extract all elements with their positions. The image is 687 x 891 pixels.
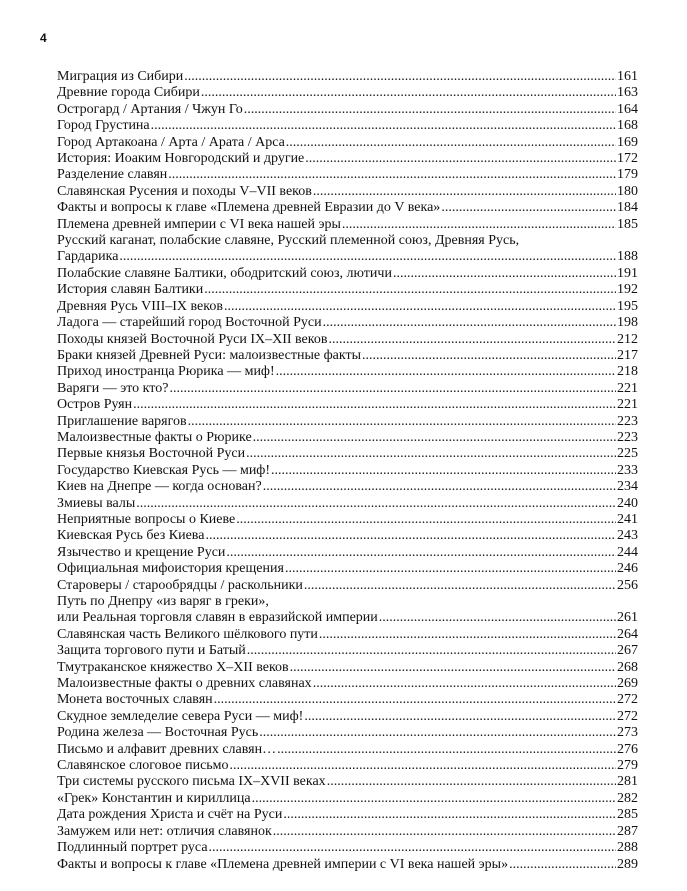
toc-entry[interactable] (57, 660, 638, 676)
toc-entry-page: 282 (617, 790, 638, 806)
toc-entry-title: Походы князей Восточной Руси IX–XII веков (57, 331, 328, 347)
toc-entry-title: Родина железа — Восточная Русь (57, 725, 259, 741)
toc-entry-title: Змиевы валы (57, 495, 136, 511)
toc-dot-leader (285, 561, 616, 577)
toc-dot-leader (283, 807, 616, 823)
toc-dot-leader (236, 512, 616, 528)
toc-entry[interactable] (57, 102, 638, 118)
toc-entry[interactable] (57, 135, 638, 151)
toc-entry[interactable] (57, 643, 638, 659)
toc-dot-leader (277, 742, 616, 758)
toc-entry[interactable] (57, 151, 638, 167)
toc-entry-title: Остров Руян (57, 397, 133, 413)
toc-entry-page: 225 (617, 446, 638, 462)
toc-entry-title: Славянская Русения и походы V–VII веков (57, 183, 312, 199)
toc-entry-page: 246 (617, 561, 638, 577)
toc-entry-page: 180 (617, 183, 638, 199)
toc-entry-title: Миграция из Сибири (57, 69, 184, 84)
toc-entry[interactable] (57, 528, 638, 544)
toc-entry-page: 233 (617, 462, 638, 478)
toc-entry[interactable] (57, 332, 638, 348)
toc-entry-page: 287 (617, 823, 638, 839)
page-number: 4 (40, 31, 47, 45)
toc-entry-page: 234 (617, 479, 638, 495)
toc-dot-leader (313, 184, 616, 200)
toc-entry-page: 221 (617, 397, 638, 413)
toc-entry-page: 184 (617, 200, 638, 216)
toc-entry[interactable] (57, 627, 638, 643)
toc-entry-title: Киевская Русь без Киева (57, 528, 205, 544)
toc-entry[interactable] (57, 692, 638, 708)
toc-entry-title: Язычество и крещение Руси (57, 544, 226, 560)
toc-dot-leader (133, 397, 616, 413)
toc-dot-leader (273, 824, 616, 840)
toc-dot-leader (327, 774, 616, 790)
toc-entry-page: 272 (617, 708, 638, 724)
toc-entry-title: Скудное земледелие севера Руси — миф! (57, 708, 304, 724)
toc-dot-leader (214, 692, 616, 708)
toc-entry[interactable] (57, 676, 638, 692)
toc-entry[interactable] (57, 807, 638, 823)
toc-entry-page: 244 (617, 544, 638, 560)
toc-entry[interactable] (57, 364, 638, 380)
toc-entry-title: Факты и вопросы к главе «Племена древней империи с VI века нашей эры» (57, 856, 509, 872)
toc-entry[interactable] (57, 610, 638, 626)
toc-dot-leader (304, 709, 616, 725)
toc-entry-title: Варяги — это кто? (57, 380, 169, 396)
toc-entry[interactable] (57, 397, 638, 413)
toc-entry[interactable] (57, 742, 638, 758)
toc-entry-page: 264 (617, 626, 638, 642)
toc-entry-title: Монета восточных славян (57, 692, 213, 708)
toc-entry-page: 221 (617, 380, 638, 396)
toc-dot-leader (393, 266, 616, 282)
toc-entry-title: или Реальная торговля славян в евразийской империи (57, 610, 378, 626)
toc-entry-page: 172 (617, 151, 638, 167)
toc-entry-title: Полабские славяне Балтики, ободритский союз, лютичи (57, 265, 392, 281)
toc-dot-leader (276, 364, 616, 380)
toc-entry-title: Три системы русского письма IX–XVII веках (57, 774, 326, 790)
toc-entry[interactable] (57, 561, 638, 577)
toc-entry[interactable] (57, 709, 638, 725)
toc-dot-leader (259, 725, 616, 741)
toc-entry-page: 223 (617, 413, 638, 429)
toc-entry[interactable] (57, 217, 638, 233)
toc-entry[interactable] (57, 774, 638, 790)
toc-entry[interactable] (57, 85, 638, 101)
toc-dot-leader (328, 332, 616, 348)
toc-entry-page: 241 (617, 511, 638, 527)
toc-entry[interactable] (57, 791, 638, 807)
toc-entry-title: Русский каганат, полабские славяне, Русский племенной союз, Древняя Русь, (57, 233, 520, 249)
toc-entry-page: 285 (617, 807, 638, 823)
toc-dot-leader (290, 660, 616, 676)
toc-entry[interactable] (57, 299, 638, 315)
toc-dot-leader (136, 496, 616, 512)
toc-dot-leader (244, 102, 616, 118)
toc-entry-title: Неприятные вопросы о Киеве (57, 511, 236, 527)
toc-entry[interactable] (57, 167, 638, 183)
toc-dot-leader (441, 200, 616, 216)
toc-entry-page: 261 (617, 610, 638, 626)
toc-entry-page: 243 (617, 528, 638, 544)
toc-dot-leader (204, 282, 616, 298)
toc-entry[interactable] (57, 184, 638, 200)
toc-entry-page: 195 (617, 298, 638, 314)
toc-entry-title: Разделение славян (57, 167, 168, 183)
toc-entry-page: 161 (617, 69, 638, 84)
toc-entry-page: 288 (617, 840, 638, 856)
toc-entry-page: 163 (617, 85, 638, 101)
toc-entry-title: Малоизвестные факты о Рюрике (57, 429, 252, 445)
toc-entry-page: 198 (617, 315, 638, 331)
toc-entry[interactable] (57, 758, 638, 774)
toc-entry-title: Славянская часть Великого шёлкового пути (57, 626, 318, 642)
toc-entry-title: Ладога — старейший город Восточной Руси (57, 315, 322, 331)
toc-entry-page: 256 (617, 577, 638, 593)
toc-dot-leader (509, 857, 616, 873)
toc-entry[interactable] (57, 414, 638, 430)
toc-entry-title: Малоизвестные факты о древних славянах (57, 676, 312, 692)
toc-dot-leader (169, 381, 616, 397)
toc-entry[interactable] (57, 545, 638, 561)
toc-entry-page: 268 (617, 659, 638, 675)
toc-entry-title: Приход иностранца Рюрика — миф! (57, 364, 275, 380)
toc-entry-title: Древние города Сибири (57, 85, 200, 101)
toc-entry-title: Письмо и алфавит древних славян… (57, 741, 277, 757)
toc-entry-title: Приглашение варягов (57, 413, 187, 429)
toc-dot-leader (253, 430, 616, 446)
toc-dot-leader (247, 643, 616, 659)
toc-entry-page: 281 (617, 774, 638, 790)
toc-entry-page: 179 (617, 167, 638, 183)
toc-entry[interactable] (57, 479, 638, 495)
toc-dot-leader (379, 610, 616, 626)
toc-dot-leader (226, 545, 616, 561)
toc-entry[interactable] (57, 118, 638, 134)
toc-dot-leader (313, 676, 616, 692)
toc-entry[interactable] (57, 282, 638, 298)
toc-entry-page: 191 (617, 265, 638, 281)
toc-entry-title: Официальная мифоистория крещения (57, 561, 284, 577)
toc-entry-title: История славян Балтики (57, 282, 204, 298)
toc-entry[interactable] (57, 200, 638, 216)
toc-entry[interactable] (57, 578, 638, 594)
toc-entry-page: 218 (617, 364, 638, 380)
toc-entry-title: Замужем или нет: отличия славянок (57, 823, 272, 839)
toc-dot-leader (263, 479, 616, 495)
toc-entry-title: Острогард / Артания / Чжун Го (57, 101, 243, 117)
toc-entry-title: Браки князей Древней Руси: малоизвестные факты (57, 347, 362, 363)
toc-entry[interactable] (57, 69, 638, 85)
toc-entry-page: 164 (617, 101, 638, 117)
toc-entry-title: Древняя Русь VIII–IX веков (57, 298, 223, 314)
toc-entry-page: 223 (617, 429, 638, 445)
toc-entry-page: 217 (617, 347, 638, 363)
toc-dot-leader (201, 85, 616, 101)
toc-dot-leader (362, 348, 616, 364)
toc-entry-page: 279 (617, 758, 638, 774)
toc-entry-title: История: Иоаким Новгородский и другие (57, 151, 305, 167)
toc-dot-leader (184, 69, 616, 85)
toc-entry[interactable] (57, 725, 638, 741)
toc-dot-leader (246, 446, 616, 462)
toc-entry-page: 269 (617, 676, 638, 692)
toc-entry-page: 192 (617, 282, 638, 298)
toc-entry-page: 272 (617, 692, 638, 708)
toc-entry-page: 168 (617, 118, 638, 134)
toc-entry[interactable] (57, 348, 638, 364)
toc-dot-leader (252, 791, 616, 807)
toc-entry-page: 276 (617, 741, 638, 757)
toc-entry[interactable] (57, 249, 638, 265)
toc-entry-page: 289 (617, 856, 638, 872)
toc-entry[interactable] (57, 840, 638, 856)
toc-entry[interactable] (57, 381, 638, 397)
toc-entry[interactable] (57, 496, 638, 512)
toc-dot-leader (305, 151, 616, 167)
toc-entry[interactable] (57, 315, 638, 331)
toc-dot-leader (205, 528, 616, 544)
toc-entry-title: Киев на Днепре — когда основан? (57, 479, 262, 495)
toc-entry-title: Защита торгового пути и Батый (57, 643, 246, 659)
toc-entry[interactable] (57, 512, 638, 528)
toc-entry-page: 267 (617, 643, 638, 659)
toc-entry-title: «Грек» Константин и кириллица (57, 790, 251, 806)
toc-dot-leader (286, 135, 616, 151)
toc-entry-title: Государство Киевская Русь — миф! (57, 462, 271, 478)
toc-dot-leader (168, 167, 616, 183)
toc-entry-title: Подлинный портрет руса (57, 840, 208, 856)
toc-entry-title: Староверы / старообрядцы / раскольники (57, 577, 303, 593)
toc-dot-leader (304, 578, 616, 594)
toc-entry-title: Город Грустина (57, 118, 150, 134)
toc-entry-title: Путь по Днепру «из варяг в греки», (57, 594, 269, 609)
toc-dot-leader (151, 118, 616, 134)
toc-entry[interactable] (57, 430, 638, 446)
toc-dot-leader (319, 627, 616, 643)
toc-dot-leader (209, 840, 616, 856)
toc-entry-title: Дата рождения Христа и счёт на Руси (57, 807, 283, 823)
toc-entry-page: 188 (617, 249, 638, 265)
toc-entry[interactable] (57, 594, 638, 610)
toc-entry-title: Гардарика (57, 249, 119, 265)
toc-entry[interactable] (57, 446, 638, 462)
toc-entry[interactable] (57, 857, 638, 873)
table-of-contents (57, 69, 638, 873)
toc-entry-title: Тмутраканское княжество X–XII веков (57, 659, 289, 675)
toc-entry[interactable] (57, 233, 638, 249)
toc-dot-leader (271, 463, 616, 479)
toc-entry-page: 185 (617, 216, 638, 232)
toc-entry-title: Первые князья Восточной Руси (57, 446, 246, 462)
toc-entry-page: 212 (617, 331, 638, 347)
toc-dot-leader (224, 299, 616, 315)
toc-dot-leader (342, 217, 616, 233)
toc-entry-page: 273 (617, 725, 638, 741)
toc-entry-title: Факты и вопросы к главе «Племена древней Евразии до V века» (57, 200, 441, 216)
toc-entry-page: 240 (617, 495, 638, 511)
toc-entry[interactable] (57, 463, 638, 479)
toc-entry-title: Племена древней империи с VI века нашей эры (57, 216, 341, 232)
toc-dot-leader (188, 414, 616, 430)
toc-dot-leader (119, 249, 616, 265)
toc-entry-page: 169 (617, 134, 638, 150)
toc-dot-leader (230, 758, 616, 774)
toc-entry[interactable] (57, 824, 638, 840)
toc-dot-leader (323, 315, 616, 331)
toc-entry-title: Славянское слоговое письмо (57, 758, 229, 774)
toc-entry-title: Город Артакоана / Арта / Арата / Арса (57, 134, 285, 150)
toc-entry[interactable] (57, 266, 638, 282)
